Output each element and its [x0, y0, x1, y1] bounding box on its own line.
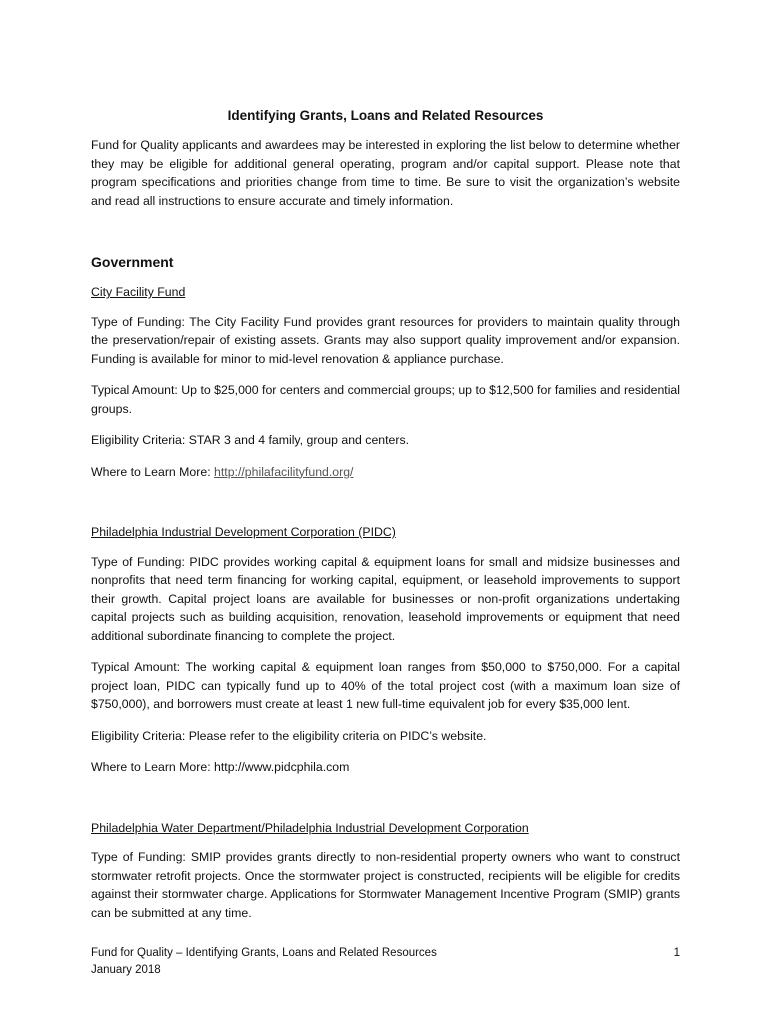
intro-paragraph: Fund for Quality applicants and awardees may be interested in exploring the list below to determine whether they may be eligible for additional general operating, program and/or capital support. Please note that program specifications and priorities change from time to time. Be sure to visit the organization’s website and read all instructions to ensure accurate and timely information.: [91, 138, 680, 208]
learn-more-label: Where to Learn More:: [91, 464, 215, 479]
funding-type-paragraph: Type of Funding: SMIP provides grants directly to non-residential property owners who want to construct stormwater retrofit projects. Once the stormwater project is constructed, recipients will be eligible for credits against their stormwater charge. Applications for Stormwater Management Incentive Program (SMIP) grants can be submitted at any time.: [91, 850, 680, 920]
learn-more-link[interactable]: http://philafacilityfund.org/: [214, 464, 354, 479]
org-title: Philadelphia Water Department/Philadelphia Industrial Development Corporation: [91, 820, 529, 835]
learn-more-label: Where to Learn More:: [91, 760, 215, 774]
footer-title: Fund for Quality – Identifying Grants, Loans and Related Resources: [91, 947, 437, 959]
funding-type-paragraph: Type of Funding: The City Facility Fund provides grant resources for providers to maintain quality through the preservation/repair of existing assets. Grants may also support quality improvement and/or expansion. Funding is available for minor to mid-level renovation & appliance purchase.: [91, 314, 680, 366]
page-number: 1: [673, 947, 680, 959]
org-entry-pidc: [91, 523, 680, 777]
learn-more-paragraph: [91, 758, 680, 777]
document-title: Identifying Grants, Loans and Related Resources: [227, 108, 544, 123]
page-footer: [91, 945, 680, 979]
funding-type-paragraph: Type of Funding: PIDC provides working capital & equipment loans for small and midsize businesses and nonprofits that need term financing for working capital, equipment, or leasehold improvements to support their growth. Capital project loans are available for businesses or non-profit organizations undertaking capital projects such as building acquisition, renovation, leasehold improvements or equipment that need additional subordinate financing to complete the project.: [91, 554, 680, 643]
footer-date: January 2018: [91, 964, 161, 976]
eligibility-paragraph: Eligibility Criteria: Please refer to the eligibility criteria on PIDC’s website.: [91, 728, 487, 743]
typical-amount-paragraph: Typical Amount: Up to $25,000 for centers and commercial groups; up to $12,500 for families and residential groups.: [91, 383, 680, 416]
typical-amount-paragraph: Typical Amount: The working capital & equipment loan ranges from $50,000 to $750,000. For a capital project loan, PIDC can typically fund up to 40% of the total project cost (with a maximum loan size of $750,000), and borrowers must create at least 1 new full-time equivalent job for every $35,000 lent.: [91, 660, 680, 711]
learn-more-paragraph: [91, 463, 680, 482]
page-content: [91, 106, 680, 935]
learn-more-url: http://www.pidcphila.com: [214, 760, 350, 774]
section-heading-government: Government: [91, 254, 174, 270]
org-title: City Facility Fund: [91, 285, 186, 299]
eligibility-paragraph: Eligibility Criteria: STAR 3 and 4 family, group and centers.: [91, 433, 410, 447]
org-title: Philadelphia Industrial Development Corporation (PIDC): [91, 525, 396, 539]
org-entry-city-facility-fund: [91, 283, 680, 481]
org-entry-water-department: [91, 819, 680, 923]
